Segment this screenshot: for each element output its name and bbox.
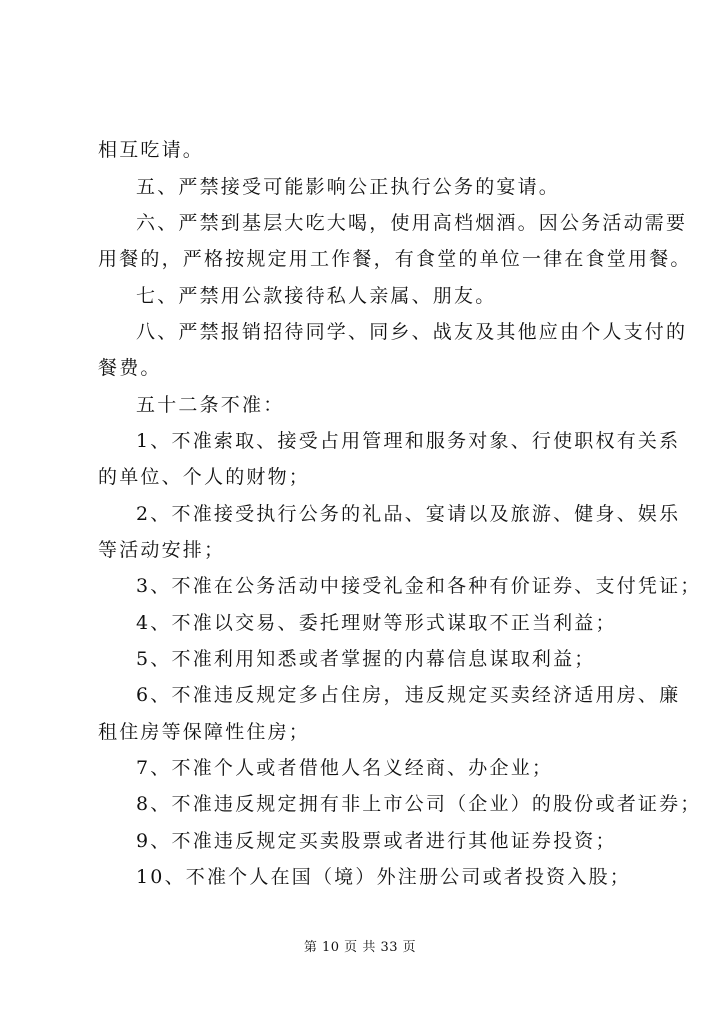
- text-line: 七、严禁用公款接待私人亲属、朋友。: [136, 285, 497, 307]
- text-line: 用餐的，严格按规定用工作餐，有食堂的单位一律在食堂用餐。: [98, 248, 692, 270]
- text-line: 租住房等保障性住房；: [98, 721, 311, 743]
- page-number-footer: 第 10 页 共 33 页: [303, 940, 417, 955]
- text-line: 10、不准个人在国（境）外注册公司或者投资入股；: [136, 866, 631, 888]
- text-line: 7、不准个人或者借他人名义经商、办企业；: [136, 757, 554, 779]
- section-heading: 五十二条不准：: [136, 394, 285, 416]
- text-line: 6、不准违反规定多占住房，违反规定买卖经济适用房、廉: [136, 684, 681, 706]
- text-line: 2、不准接受执行公务的礼品、宴请以及旅游、健身、娱乐: [136, 503, 681, 525]
- text-line: 六、严禁到基层大吃大喝，使用高档烟酒。因公务活动需要: [136, 212, 688, 234]
- text-line: 等活动安排；: [98, 539, 226, 561]
- text-line: 的单位、个人的财物；: [98, 466, 311, 488]
- text-line: 9、不准违反规定买卖股票或者进行其他证券投资；: [136, 830, 617, 852]
- text-line: 1、不准索取、接受占用管理和服务对象、行使职权有关系: [136, 430, 681, 452]
- text-line: 4、不准以交易、委托理财等形式谋取不正当利益；: [136, 612, 617, 634]
- text-line: 8、不准违反规定拥有非上市公司（企业）的股份或者证券；: [136, 793, 702, 815]
- text-line: 相互吃请。: [98, 139, 205, 161]
- text-line: 五、严禁接受可能影响公正执行公务的宴请。: [136, 176, 561, 198]
- text-line: 5、不准利用知悉或者掌握的内幕信息谋取利益；: [136, 648, 596, 670]
- text-line: 餐费。: [98, 357, 162, 379]
- text-line: 3、不准在公务活动中接受礼金和各种有价证券、支付凭证；: [136, 575, 702, 597]
- text-line: 八、严禁报销招待同学、同乡、战友及其他应由个人支付的: [136, 321, 688, 343]
